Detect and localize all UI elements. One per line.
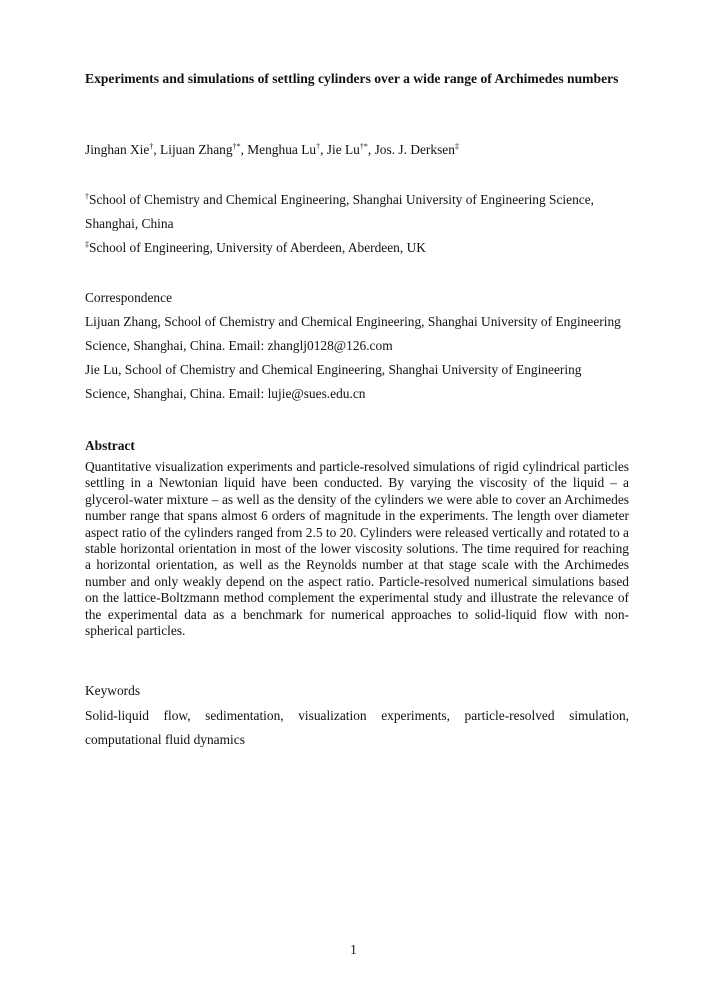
author-mark: ‡	[454, 142, 459, 151]
author-name: Jos. J. Derksen	[374, 142, 455, 157]
author-name: Jinghan Xie	[85, 142, 150, 157]
paper-title: Experiments and simulations of settling cylinders over a wide range of Archimedes numbers	[85, 71, 619, 86]
abstract-heading: Abstract	[85, 438, 135, 453]
keywords-heading: Keywords	[85, 683, 141, 698]
author-separator: ,	[320, 142, 327, 157]
author-mark: †*	[359, 142, 368, 151]
abstract-text: Quantitative visualization experiments and particle-resolved simulations of rigid cylindrical particles settling in a Newtonian liquid have been conducted. By varying the viscosity of the liquid – a glycerol-water mixture – as well as the density of the cylinders we were able to cover an Archimedes number range that spans almost 6 orders of magnitude in the experiments. The length over diameter aspect ratio of the cylinders ranged from 2.5 to 20. Cylinders were released vertically and rotated to a stable horizontal orientation in most of the lower viscosity solutions. The time required for reaching a horizontal orientation, as well as the Reynolds number at that stage scale with the Archimedes number and only weakly depend on the aspect ratio. Particle-resolved numerical simulations based on the lattice-Boltzmann method complement the experimental study and illustrate the relevance of the experimental data as a benchmark for numerical approaches to solid-liquid flow with non-spherical particles.	[85, 459, 629, 639]
author-separator: ,	[153, 142, 161, 157]
author-separator: ,	[367, 142, 375, 157]
correspondence-section	[85, 286, 629, 406]
author-separator: ,	[240, 142, 248, 157]
affiliation	[85, 188, 629, 236]
affiliation	[85, 236, 629, 260]
affiliation-text: School of Chemistry and Chemical Engineering, Shanghai University of Engineering Science, Shanghai, China	[85, 192, 595, 231]
page-number: 1	[350, 942, 357, 957]
correspondence-heading: Correspondence	[85, 290, 173, 305]
affiliation-text: School of Engineering, University of Aberdeen, Aberdeen, UK	[89, 240, 426, 255]
author-mark: †	[149, 142, 154, 151]
correspondence-entry: Jie Lu, School of Chemistry and Chemical Engineering, Shanghai University of Engineering Science, Shanghai, China. Email: lujie@sues.edu.cn	[85, 362, 582, 401]
author-name: Jie Lu	[326, 142, 360, 157]
author-name: Menghua Lu	[247, 142, 317, 157]
author-list	[85, 140, 629, 160]
author-name: Lijuan Zhang	[160, 142, 233, 157]
affiliation-mark: ‡	[85, 240, 89, 249]
affiliation-list	[85, 188, 629, 260]
author-mark: †	[316, 142, 321, 151]
correspondence-entry: Lijuan Zhang, School of Chemistry and Chemical Engineering, Shanghai University of Engineering Science, Shanghai, China. Email: zhanglj0128@126.com	[85, 314, 621, 353]
author-mark: †*	[232, 142, 241, 151]
affiliation-mark: †	[85, 192, 89, 201]
keywords-text: Solid-liquid flow, sedimentation, visualization experiments, particle-resolved simulation, computational fluid dynamics	[85, 708, 629, 747]
